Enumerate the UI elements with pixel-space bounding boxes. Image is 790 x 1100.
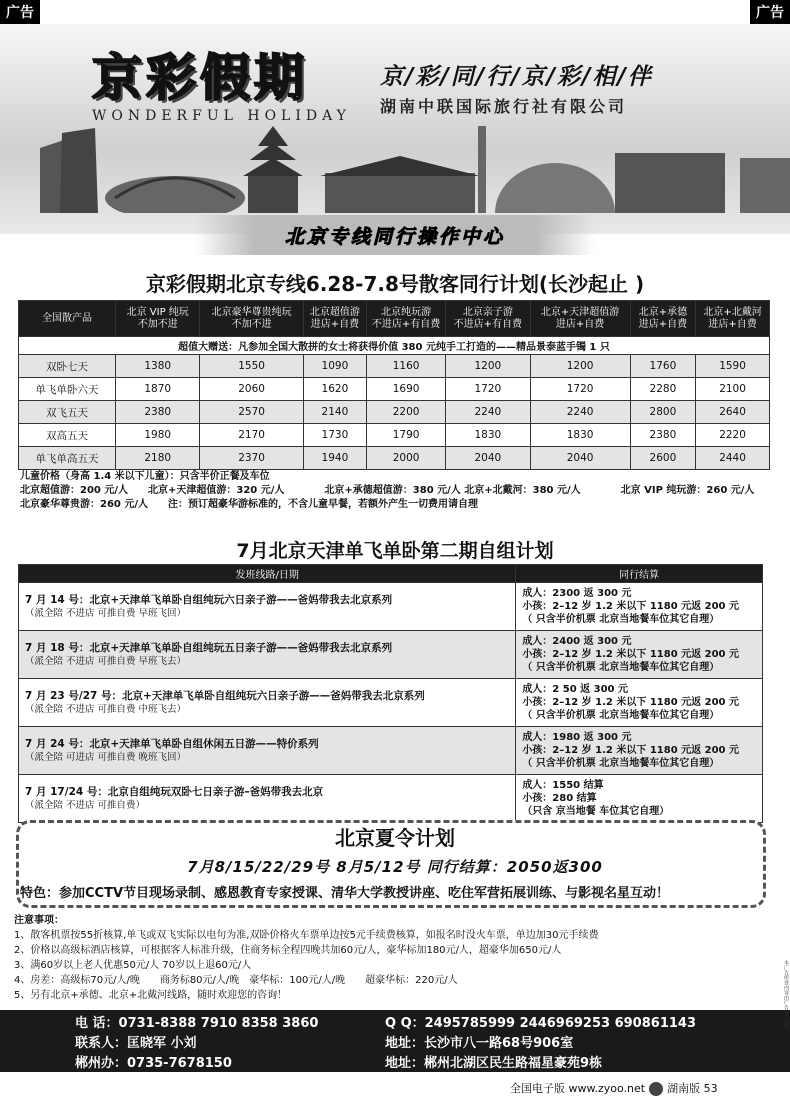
price-cell: 1720 (530, 378, 630, 401)
route-terms: （派全陪 不进店 可推自费） (25, 799, 146, 811)
column-header: 北京亲子游 不进店+有自费 (446, 301, 530, 337)
price-cell: 1940 (303, 447, 366, 470)
price-cell: 2220 (696, 424, 770, 447)
brand-logo-english: WONDERFUL HOLIDAY (92, 108, 351, 124)
price-line: 成人：2400 返 300 元 (522, 636, 632, 647)
route-title: 7 月 18 号：北京+天津单飞单卧自组纯玩五日亲子游——爸妈带我去北京系列 (25, 641, 393, 654)
contact-qq: Q Q：2495785999 2446969253 690861143 (385, 1016, 696, 1031)
table-header-row (19, 301, 770, 337)
price-cell: 2800 (630, 401, 695, 424)
price-line: 小孩：2–12 岁 1.2 米以下 1180 元返 200 元 (522, 697, 739, 708)
price-cell: 2280 (630, 378, 695, 401)
page-footer (510, 1080, 718, 1096)
plan1-price-table (18, 300, 770, 470)
section-banner (195, 215, 595, 255)
price-cell: 1380 (116, 355, 200, 378)
child-line: 北京超值游：200 元/人 北京+天津超值游：320 元/人 北京+承德超值游：380 元/人 北京+北戴河：380 元/人 北京 VIP 纯玩游：260 元/人 (20, 485, 755, 496)
table-row (19, 378, 770, 401)
column-header: 北京+北戴河 进店+自费 (696, 301, 770, 337)
price-cell: 1830 (530, 424, 630, 447)
price-line: （ 只含半价机票 北京当地餐车位其它自理） (522, 614, 720, 625)
slogan: 京/彩/同/行/京/彩/相/伴 (380, 64, 653, 90)
beijing-skyline-illustration (0, 118, 790, 213)
route-cell (19, 583, 516, 631)
brand-logo: 京彩假期 (92, 49, 308, 107)
price-cell: 2570 (200, 401, 303, 424)
note-item: 1、散客机票按55折核算,单飞或双飞实际以电句为准,双卧价格火车票单边按5元手续费核算，如报名时没火车票，单边加30元手续费 (14, 930, 599, 941)
price-cell: 1760 (630, 355, 695, 378)
price-cell: 2240 (530, 401, 630, 424)
price-cell: 1200 (446, 355, 530, 378)
route-cell (19, 775, 516, 823)
price-cell: 2640 (696, 401, 770, 424)
column-header: 北京纯玩游 不进店+有自费 (367, 301, 446, 337)
table-row (19, 447, 770, 470)
price-cell: 1790 (367, 424, 446, 447)
plan2-schedule-table (18, 564, 763, 823)
price-cell: 2040 (530, 447, 630, 470)
product-name: 单飞单卧六天 (19, 378, 116, 401)
price-cell (516, 775, 763, 823)
route-cell (19, 727, 516, 775)
child-line: 儿童价格（身高 1.4 米以下儿童）：只含半价正餐及车位 (20, 471, 270, 482)
price-line: 小孩：2–12 岁 1.2 米以下 1180 元返 200 元 (522, 649, 739, 660)
price-cell: 2200 (367, 401, 446, 424)
price-cell: 1830 (446, 424, 530, 447)
table-row (19, 583, 763, 631)
price-cell (516, 727, 763, 775)
price-cell: 1550 (200, 355, 303, 378)
route-cell (19, 679, 516, 727)
price-cell: 1730 (303, 424, 366, 447)
summer-features: 特色：参加CCTV节目现场录制、感恩教育专家授课、清华大学教授讲座、吃住军营拓展训练、与影视名星互动！ (20, 886, 670, 901)
price-cell: 1160 (367, 355, 446, 378)
price-line: 小孩：2–12 岁 1.2 米以下 1180 元返 200 元 (522, 601, 739, 612)
price-cell: 2380 (116, 401, 200, 424)
contact-address-changsha: 地址：长沙市八一路68号906室 (385, 1036, 574, 1051)
price-cell: 2170 (200, 424, 303, 447)
route-terms: （派全陪 不进店 可推自费 早班飞回） (25, 607, 187, 619)
price-cell: 2370 (200, 447, 303, 470)
price-cell (516, 679, 763, 727)
banner-text: 北京专线同行操作中心 (284, 225, 505, 248)
price-cell: 2240 (446, 401, 530, 424)
col-route: 发班线路/日期 (19, 565, 516, 583)
ad-label-right: 广告 (750, 0, 790, 24)
price-line: （只含 京当地餐 车位其它自理） (522, 806, 670, 817)
footer-page: 湖南版 53 (667, 1082, 718, 1095)
promo-note: 超值大赠送：凡参加全国大散拼的女士将获得价值 380 元纯手工打造的——精品景泰蓝手镯 1 只 (19, 337, 770, 355)
summer-dates: 7月8/15/22/29号 8月5/12号 同行结算：2050返300 (187, 858, 603, 876)
price-cell: 2100 (696, 378, 770, 401)
price-cell: 1590 (696, 355, 770, 378)
contact-person: 联系人：匡晓军 小刘 (75, 1036, 197, 1051)
price-line: 成人：2 50 返 300 元 (522, 684, 628, 695)
price-cell: 1090 (303, 355, 366, 378)
note-item: 5、另有北京+承德、北京+北戴河线路，随时欢迎您的咨询！ (14, 990, 288, 1001)
column-header: 北京+天津超值游 进店+自费 (530, 301, 630, 337)
product-name: 双高五天 (19, 424, 116, 447)
column-header: 北京豪华尊贵纯玩 不加不进 (200, 301, 303, 337)
company-name: 湖南中联国际旅行社有限公司 (380, 97, 628, 116)
notes-section (14, 913, 774, 1003)
price-cell: 2000 (367, 447, 446, 470)
column-header: 北京+承德 进店+自费 (630, 301, 695, 337)
price-cell: 2380 (630, 424, 695, 447)
price-line: 小孩：280 结算 (522, 793, 597, 804)
note-item: 2、价格以高级标酒店核算，可根据客人标准升级，住商务标全程四晚共加60元/人，豪华标加180元/人，超豪华加650元/人 (14, 945, 562, 956)
side-disclaimer: 本广告所登内容由广告客户提供 (783, 960, 789, 1030)
table-row (19, 355, 770, 378)
route-cell (19, 631, 516, 679)
route-terms: （派全陪 不进店 可推自费 中班飞去） (25, 703, 187, 715)
note-item: 4、房差：高级标70元/人/晚 商务标80元/人/晚 豪华标：100元/人/晚 超豪华标：220元/人 (14, 975, 458, 986)
summer-title: 北京夏令计划 (335, 826, 455, 850)
price-line: （ 只含半价机票 北京当地餐车位其它自理） (522, 710, 720, 721)
price-cell: 1200 (530, 355, 630, 378)
route-title: 7 月 14 号：北京+天津单飞单卧自组纯玩六日亲子游——爸妈带我去北京系列 (25, 593, 393, 606)
price-line: 成人：1550 结算 (522, 780, 604, 791)
price-cell: 1980 (116, 424, 200, 447)
col-price: 同行结算 (516, 565, 763, 583)
route-title: 7 月 17/24 号：北京自组纯玩双卧七日亲子游–爸妈带我去北京 (25, 785, 324, 798)
contact-tel: 电 话：0731-8388 7910 8358 3860 (75, 1016, 319, 1031)
table-row (19, 401, 770, 424)
route-terms: （派全陪 可进店 可推自费 晚班飞回） (25, 751, 187, 763)
plan1-title: 京彩假期北京专线6.28-7.8号散客同行计划(长沙起止 ) (145, 272, 645, 296)
price-cell: 1720 (446, 378, 530, 401)
route-terms: （派全陪 不进店 可推自费 早班飞去） (25, 655, 187, 667)
site-logo-icon (649, 1082, 663, 1096)
price-cell: 1620 (303, 378, 366, 401)
table-row (19, 679, 763, 727)
price-line: （ 只含半价机票 北京当地餐车位其它自理） (522, 758, 720, 769)
product-name: 双飞五天 (19, 401, 116, 424)
column-header: 北京超值游 进店+自费 (303, 301, 366, 337)
ad-label-left: 广告 (0, 0, 40, 24)
table-row (19, 631, 763, 679)
table-row (19, 424, 770, 447)
price-line: 成人：1980 返 300 元 (522, 732, 632, 743)
price-cell: 2040 (446, 447, 530, 470)
product-name: 双卧七天 (19, 355, 116, 378)
notes-title: 注意事项： (14, 915, 64, 926)
note-item: 3、满60岁以上老人优惠50元/人 70岁以上退60元/人 (14, 960, 252, 971)
plan2-title: 7月北京天津单飞单卧第二期自组计划 (236, 540, 554, 562)
column-header: 北京 VIP 纯玩 不加不进 (116, 301, 200, 337)
price-cell: 1870 (116, 378, 200, 401)
price-cell: 2180 (116, 447, 200, 470)
footer-site: 全国电子版 www.zyoo.net (510, 1082, 646, 1095)
price-cell: 2060 (200, 378, 303, 401)
product-name: 单飞单高五天 (19, 447, 116, 470)
price-line: （ 只含半价机票 北京当地餐车位其它自理） (522, 662, 720, 673)
child-line: 北京豪华尊贵游：260 元/人 注：预订超豪华游标准的，不含儿童早餐，若额外产生一切费用请自理 (20, 499, 479, 510)
contact-bar (0, 1010, 790, 1072)
price-line: 小孩：2–12 岁 1.2 米以下 1180 元返 200 元 (522, 745, 739, 756)
price-cell (516, 631, 763, 679)
price-cell: 2140 (303, 401, 366, 424)
column-header: 全国散产品 (19, 301, 116, 337)
price-cell: 2600 (630, 447, 695, 470)
route-title: 7 月 23 号/27 号：北京+天津单飞单卧自组纯玩六日亲子游——爸妈带我去北京系列 (25, 689, 425, 702)
price-cell: 2440 (696, 447, 770, 470)
table-row (19, 775, 763, 823)
route-title: 7 月 24 号：北京+天津单飞单卧自组休闲五日游——特价系列 (25, 737, 319, 750)
price-line: 成人：2300 返 300 元 (522, 588, 632, 599)
contact-address-chenzhou: 地址：郴州北湖区民生路福星豪苑9栋 (385, 1056, 603, 1071)
price-cell (516, 583, 763, 631)
table-row (19, 727, 763, 775)
price-cell: 1690 (367, 378, 446, 401)
contact-chenzhou: 郴州办：0735-7678150 (75, 1056, 232, 1071)
child-price-notes (20, 470, 772, 512)
